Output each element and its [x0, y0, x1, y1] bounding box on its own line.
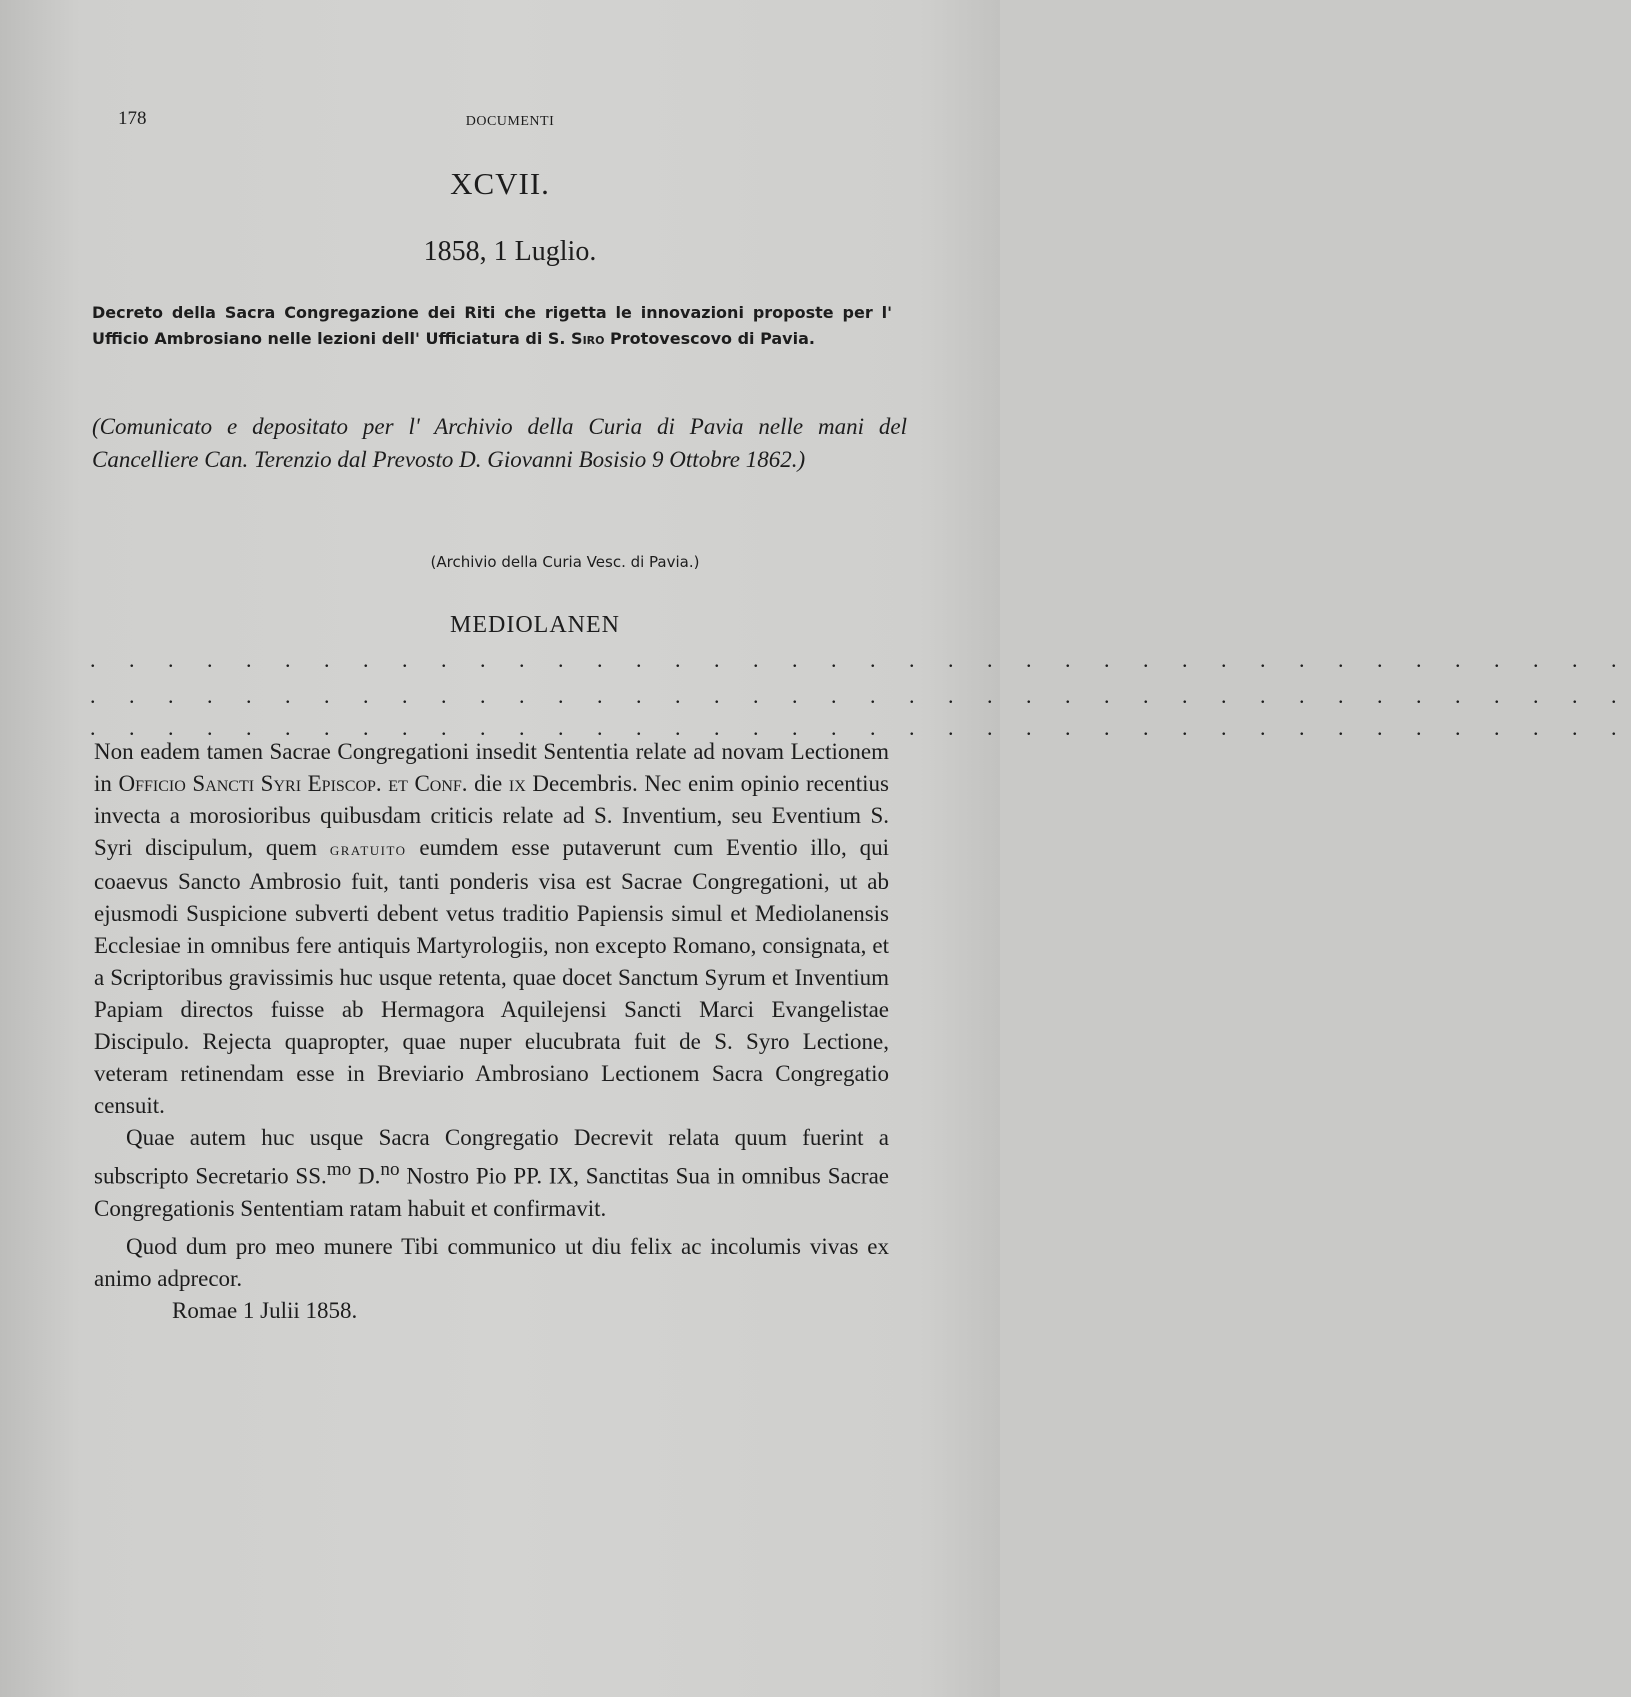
archive-reference: (Archivio della Curia Vesc. di Pavia.) [430, 553, 700, 571]
decree-body [94, 736, 889, 1327]
superscript-mo: mo [326, 1159, 352, 1180]
paragraph-1-text-a: Non eadem tamen Sacrae Congregationi insedit Sententia relate ad novam Lectionem in [94, 739, 889, 796]
paragraph-1-text-c: Decembris. Nec enim opinio recentius invecta a morosioribus quibusdam criticis relate ad S. Inventium, seu Eventium S. Syri discipulum, quem [94, 771, 889, 860]
gratuito-word: gratuito [329, 839, 407, 860]
paragraph-3: Quod dum pro meo munere Tibi communico ut diu felix ac incolumis vivas ex animo adprecor. [94, 1233, 889, 1291]
ellipsis-row: . . . . . . . . . . . . . . . . . . . . . . . . . . . . . . . . . . . . . . . . [90, 715, 1631, 740]
superscript-no: no [380, 1159, 400, 1180]
document-date: 1858, 1 Luglio. [423, 236, 597, 267]
heading-part-2: Protovescovo di Pavia. [604, 329, 815, 348]
document-number: XCVII. [450, 166, 550, 201]
city-heading: MEDIOLANEN [450, 612, 620, 638]
paragraph-2-text-b: D. [351, 1163, 381, 1189]
document-heading [92, 300, 892, 352]
closing-line: Romae 1 Julii 1858. [172, 1297, 358, 1323]
paragraph-1 [94, 736, 889, 1122]
running-title: DOCUMENTI [465, 114, 555, 129]
paragraph-2-text-a: Quae autem huc usque Sacra Congregatio Decrevit relata quum fuerint a subscripto Secretario SS. [94, 1125, 889, 1189]
paragraph-2-text-c: Nostro Pio PP. IX, Sanctitas Sua in omnibus Sacrae Congregationis Sententiam ratam habuit et confirmavit. [94, 1163, 889, 1221]
paragraph-2 [94, 1122, 889, 1225]
ellipsis-row: . . . . . . . . . . . . . . . . . . . . . . . . . . . . . . . . . . . . . . . . [90, 683, 1631, 708]
paragraph-1-text-b: die [467, 771, 509, 796]
heading-saint: S. Siro [547, 329, 605, 348]
day-numeral: ix [508, 771, 526, 796]
paragraph-1-text-d: eumdem esse putaverunt cum Eventio illo, qui coaevus Sancto Ambrosio fuit, tanti ponderis visa est Sacrae Congregationi, ut ab ejusmodi Suspicione subverti debent vetus traditio Papiensis simul et Mediolanensis Ecclesiae in omnibus fere antiquis Martyrologiis, non excepto Romano, consignata, et a Scriptoribus gravissimis huc usque retenta, quae docet Sanctum Syrum et Inventium Papiam directos fuisse ab Hermagora Aquilejensi Sancti Marci Evangelistae Discipulo. Rejecta quapropter, quae nuper elucubrata fuit de S. Syro Lectione, veteram retinendam esse in Breviario Ambrosiano Lectionem Sacra Congregatio censuit. [94, 835, 889, 1118]
office-title: Officio Sancti Syri Episcop. et Conf. [118, 771, 468, 796]
ellipsis-row: . . . . . . . . . . . . . . . . . . . . . . . . . . . . . . . . . . . . . . . . [90, 647, 1631, 672]
provenance-note: (Comunicato e depositato per l' Archivio della Curia di Pavia nelle mani del Cancelliere Can. Terenzio dal Prevosto D. Giovanni Bosisio 9 Ottobre 1862.) [92, 414, 907, 472]
page-number: 178 [118, 108, 147, 129]
heading-part-1: Decreto della Sacra Congregazione dei Riti che rigetta le innovazioni proposte per l' Ufficio Ambrosiano nelle lezioni dell' Ufficiatura di [92, 303, 892, 348]
